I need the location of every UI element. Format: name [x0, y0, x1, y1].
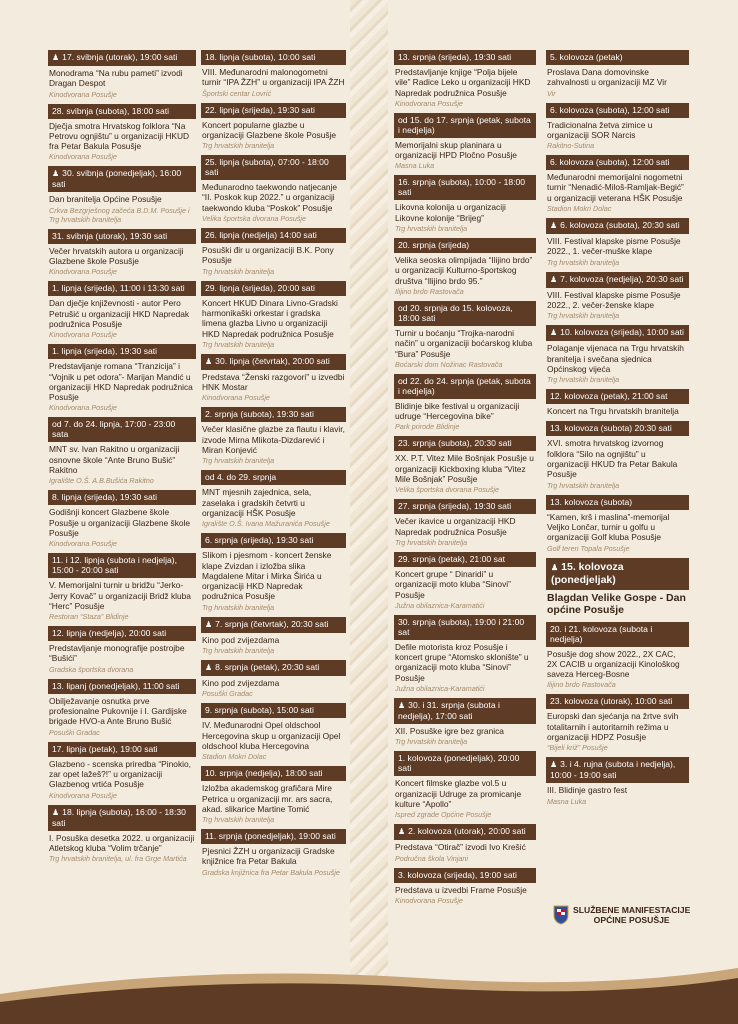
event-location: Trg hrvatskih branitelja [202, 602, 275, 612]
event-title: Večer hrvatskih autora u organizaciji Glazbene škole Posušje [49, 245, 184, 267]
event-date [201, 470, 346, 485]
event-item [394, 552, 536, 610]
event-item [201, 50, 346, 98]
event-date [201, 228, 346, 243]
event-title: Proslava Dana domovinske zahvalnosti u organizaciji MZ Vir [547, 67, 667, 88]
event-date-text: 3. i 4. rujna (subota i nedjelja), 10:00 - 19:00 sati [550, 759, 676, 781]
event-date-text: od 15. do 17. srpnja (petak, subota i nedjelja) [398, 114, 531, 135]
event-date-text: 8. srpnja (petak), 20:30 sati [215, 662, 320, 673]
event-item [201, 228, 346, 276]
event-date [394, 552, 536, 567]
event-date-text: 23. kolovoza (utorak), 10:00 sati [550, 696, 673, 707]
pin-icon: ♟ [550, 274, 558, 284]
pin-icon: ♟ [52, 53, 60, 62]
event-date [394, 824, 536, 840]
event-date [546, 325, 689, 341]
event-title: Likovna kolonija u organizaciji Likovne kolonije “Brijeg” [395, 202, 506, 223]
event-date-text: 13. kolovoza (subota) [550, 496, 633, 507]
pin-icon: ♟ [205, 356, 213, 366]
pin-icon: ♟ [398, 827, 406, 837]
pin-icon: ♟ [52, 807, 60, 817]
event-date-text: 6. kolovoza (subota), 12:00 sati [550, 104, 670, 115]
event-location: Trg hrvatskih branitelja [202, 339, 275, 349]
event-title: VIII. Festival klapske pisme Posušje 2022., 1. večer-muške klape [547, 236, 681, 257]
event-date [546, 389, 689, 404]
event-item [546, 421, 689, 489]
event-title: Memorijalni skup planinara u organizaciji HPD Pločno Posušje [395, 139, 517, 161]
event-item [201, 470, 346, 528]
footer-wave [0, 964, 738, 1024]
event-item [48, 344, 196, 412]
event-location: Golf teren Topala Posušje [547, 543, 630, 553]
pin-icon: ♟ [551, 562, 559, 572]
event-date-text: 1. lipnja (srijeda), 11:00 i 13:30 sati [52, 283, 185, 294]
event-date [546, 622, 689, 647]
event-title: Pjesnici ŽZH u organizaciji Gradske knjižnice fra Petar Bakula [202, 846, 335, 867]
event-location: Restoran “Staza” Blidinje [49, 612, 129, 622]
event-date [48, 490, 196, 505]
event-date-text: 7. srpnja (četvrtak), 20:30 sati [215, 618, 329, 629]
event-item [201, 660, 346, 698]
event-date [546, 694, 689, 709]
event-item [48, 417, 196, 485]
event-title: Europski dan sjećanja na žrtve svih totalitarnih i autoritarnih režima u organizaciji HDPZ Posušje [547, 711, 679, 743]
event-date-text: 23. srpnja (subota), 20:30 sati [398, 438, 512, 449]
event-item [201, 829, 346, 877]
event-date [201, 155, 346, 180]
event-item [48, 281, 196, 339]
event-date-text: 13. lipanj (ponedjeljak), 11:00 sati [52, 680, 180, 691]
event-date [48, 166, 196, 192]
event-location: Trg hrvatskih branitelja [395, 224, 468, 234]
event-location: Posuški Gradac [202, 689, 253, 699]
event-item [201, 766, 346, 824]
event-date-text: 1. lipnja (srijeda), 19:30 sati [52, 346, 158, 357]
event-title: III. Blidinje gastro fest [547, 785, 628, 796]
event-date-text: 6. kolovoza (subota), 20:30 sati [560, 220, 680, 231]
event-date-text: 17. svibnja (utorak), 19:00 sati [62, 52, 178, 62]
event-location: Područna škola Vinjani [395, 853, 468, 863]
event-title: XII. Posuške igre bez granica [395, 726, 504, 737]
event-date-text: 15. kolovoza (ponedjeljak) [551, 560, 624, 586]
event-title: XX. P.T. Vitez Mile Bošnjak Posušje u organizaciji Kickboxing kluba “Vitez Mile Bošnjak” Posušje [395, 453, 534, 485]
column-3 [394, 50, 536, 910]
event-location: Kinodvorana Posušje [49, 539, 117, 549]
event-item [394, 238, 536, 296]
event-item [394, 113, 536, 171]
event-title: VIII. Međunarodni malonogometni turnir “IPA ŽZH” u organizaciji IPA ŽZH [202, 67, 345, 88]
event-title: Kino pod zvijezdama [202, 678, 280, 689]
event-title: Turnir u boćanju “Trojka-narodni način” u organizaciji boćarskog kluba “Bura” Posušje [395, 327, 533, 359]
event-date [48, 281, 196, 296]
event-title: Izložba akademskog grafičara Mire Petrica u organizaciji mr. ars sacra, akad. slikarice Martine Tomić [202, 783, 333, 814]
event-item [546, 757, 689, 805]
event-date-text: 29. srpnja (petak), 21:00 sat [398, 553, 506, 564]
event-title: MNT mjesnih zajednica, sela, zaselaka i gradskih četvrti u organizaciji HŠK Posušje [202, 487, 312, 518]
event-location: Trg hrvatskih branitelja, ul. fra Grge Martića [49, 854, 187, 864]
event-date-text: 22. lipnja (srijeda), 19:30 sati [205, 104, 315, 115]
event-item [394, 499, 536, 547]
event-date [48, 50, 196, 66]
event-location: Ilijino brdo Rastovača [395, 286, 464, 296]
event-location: Gradska športska dvorana [49, 664, 134, 674]
event-date [394, 499, 536, 514]
event-date [201, 103, 346, 118]
event-title: Defile motorista kroz Posušje i koncert grupe “Atomsko sklonište” u organizaciji moto kluba “Sinovi” Posušje [395, 641, 529, 683]
event-location: Trg hrvatskih branitelja [547, 375, 620, 385]
event-date [394, 301, 536, 326]
event-location: Trg hrvatskih branitelja [547, 480, 620, 490]
event-location: Igralište O.Š. A.B.Bušića Rakitno [49, 476, 154, 486]
event-location: Trg hrvatskih branitelja [395, 737, 468, 747]
event-date-text: 5. kolovoza (petak) [550, 52, 623, 62]
event-date [201, 766, 346, 781]
event-item [394, 751, 536, 819]
pin-icon: ♟ [550, 760, 558, 770]
event-title: Koncert filmske glazbe vol.5 u organizaciji Udruge za promicanje kulture “Apollo” [395, 778, 522, 809]
event-date-text: 9. srpnja (subota), 15:00 sati [205, 705, 314, 716]
event-location: “Bijeli križ” Posušje [547, 743, 608, 753]
event-title: Velika seoska olimpijada “Ilijino brdo” u organizaciji Kulturno-športskog društva “Ilijino brdo 95.” [395, 255, 533, 286]
event-date-text: 13. kolovoza (subota) 20:30 sati [550, 423, 672, 434]
event-date [48, 679, 196, 694]
event-date [394, 113, 536, 138]
event-date-text: od 4. do 29. srpnja [205, 472, 277, 483]
event-item [48, 742, 196, 800]
event-location: Stadion Mokri Dolac [202, 752, 267, 762]
event-item [394, 868, 536, 905]
event-item [48, 626, 196, 674]
event-location: Velika športska dvorana Posušje [202, 214, 307, 224]
event-date-text: 16. srpnja (subota), 10:00 - 18:00 sati [398, 177, 526, 198]
event-date [394, 436, 536, 451]
event-date [48, 805, 196, 831]
event-date [48, 104, 196, 119]
column-4 [546, 50, 689, 811]
event-title: Predstava u izvedbi Frame Posušje [395, 884, 527, 895]
event-location: Trg hrvatskih branitelja [202, 266, 275, 276]
pin-icon: ♟ [52, 169, 60, 179]
event-item [201, 407, 346, 465]
event-item [201, 281, 346, 349]
event-date [546, 218, 689, 234]
event-date [546, 103, 689, 118]
event-location: Gradska knjižnica fra Petar Bakula Posušje [202, 867, 340, 877]
event-title: Predstava “Ženski razgovori” u izvedbi HNK Mostar [202, 371, 345, 393]
column-2 [201, 50, 346, 882]
event-date-text: od 22. do 24. srpnja (petak, subota i nedjelja) [398, 375, 531, 396]
event-item [48, 679, 196, 737]
event-date-text: 11. i 12. lipnja (subota i nedjelja), 15:00 - 20:00 sati [52, 555, 178, 576]
event-date [48, 344, 196, 359]
event-item [201, 155, 346, 223]
event-date-text: od 20. srpnja do 15. kolovoza, 18:00 sati [398, 302, 513, 323]
event-date [546, 495, 689, 510]
logo-line-1: SLUŽBENE MANIFESTACIJE [573, 905, 691, 915]
event-item [48, 490, 196, 548]
event-date [201, 354, 346, 370]
event-item [394, 374, 536, 432]
event-date-text: 18. lipnja (subota), 16:00 - 18:30 sati [52, 806, 186, 828]
event-item [546, 155, 689, 213]
event-item [546, 389, 689, 416]
event-title: IV. Međunarodni Opel oldschool Hercegovina skup u organizaciji Opel oldschool kluba Hercegovina [202, 720, 341, 751]
event-item [201, 354, 346, 403]
event-title: Posušje dog show 2022., 2X CAC, 2X CACIB u organizaciji Kinološkog saveza Herceg-Bosne [547, 648, 680, 680]
event-date [48, 229, 196, 244]
event-location: Trg hrvatskih branitelja [395, 537, 468, 547]
event-date-text: 30. srpnja (subota), 19:00 i 21:00 sat [398, 616, 525, 637]
event-item [546, 103, 689, 151]
event-title: Koncert popularne glazbe u organizaciji Glazbene škole Posušje [202, 119, 337, 140]
event-title: VIII. Festival klapske pisme Posušje 2022., 2. večer-ženske klape [547, 289, 681, 310]
event-title: Dan dječje književnosti - autor Pero Petrušić u organizaciji HKD Napredak podružnica Posušje [49, 298, 190, 329]
event-date [394, 751, 536, 776]
event-location: Trg hrvatskih branitelja [547, 257, 620, 267]
event-title: V. Memorijalni turnir u bridžu “Jerko-Jerry Kovač” u organizaciji Bridž kluba “Herc” Posušje [49, 580, 191, 611]
event-location: Kinodvorana Posušje [395, 98, 463, 108]
event-location: Kinodvorana Posušje [49, 152, 117, 162]
event-location: Trg hrvatskih branitelja [547, 311, 620, 321]
event-location: Južna obilaznica-Karamatići [395, 600, 485, 610]
event-title: Dan branitelja Općine Posušje [49, 194, 162, 205]
event-date [48, 742, 196, 757]
event-date-text: 28. svibnja (subota), 18:00 sati [52, 105, 170, 116]
event-date-text: 2. srpnja (subota), 19:30 sati [205, 409, 314, 420]
event-location: Posuški Gradac [49, 727, 100, 737]
event-item [546, 325, 689, 384]
event-date [201, 829, 346, 844]
event-title: Koncert HKUD Dinara Livno-Gradski harmonikaški orkestar i gradska limena glazba Livno u organizaciji HKD Napredak podružnica Posušje [202, 297, 338, 339]
event-location: Trg hrvatskih branitelja [202, 646, 275, 656]
event-item [394, 698, 536, 746]
event-title: Polaganje vijenaca na Trgu hrvatskih branitelja i svečana sjednica Općinskog vijeća [547, 343, 684, 374]
event-date-text: 6. kolovoza (subota), 12:00 sati [550, 157, 670, 168]
event-title: Koncert grupe “ Dinaridi” u organizaciji moto kluba “Sinovi” Posušje [395, 568, 511, 600]
event-date [201, 660, 346, 676]
pin-icon: ♟ [205, 619, 213, 629]
event-date-text: 8. lipnja (srijeda), 19:30 sati [52, 492, 158, 503]
event-location: Rakitno-Sutina [547, 141, 595, 151]
pin-icon: ♟ [205, 663, 213, 673]
event-item [546, 622, 689, 690]
event-location: Kinodvorana Posušje [202, 393, 270, 403]
event-date-text: 12. kolovoza (petak), 21:00 sat [550, 391, 668, 402]
event-item [546, 218, 689, 267]
event-location: Južna obilaznica-Karamatići [395, 684, 485, 694]
event-location: Kinodvorana Posušje [49, 267, 117, 277]
event-item [394, 301, 536, 369]
event-item [394, 824, 536, 862]
event-date-text: 25. lipnja (subota), 07:00 - 18:00 sati [205, 157, 329, 178]
event-title: Dječja smotra Hrvatskog folklora “Na Petrovu ognjištu” u organizaciji HKUD fra Petar Bakula Posušje [49, 120, 190, 152]
event-date [546, 421, 689, 436]
event-date [546, 272, 689, 288]
event-date [394, 374, 536, 399]
event-title: Kino pod zvijezdama [202, 634, 280, 645]
event-location: Kinodvorana Posušje [49, 330, 117, 340]
event-location: Igralište O.Š. Ivana Mažuranića Posušje [202, 519, 330, 529]
event-location: Trg hrvatskih branitelja [202, 815, 275, 825]
event-date-text: 26. lipnja (nedjelja) 14:00 sati [205, 230, 317, 241]
event-item [201, 617, 346, 655]
event-date [48, 417, 196, 442]
event-location: Kinodvorana Posušje [49, 790, 117, 800]
event-title: Međunarodni memorijalni nogometni turnir “Nenadić-Miloš-Ramljak-Begić” u organizaciji veterana HŠK Posušje [547, 172, 684, 203]
event-title: Predstava “Otirač” izvodi Ivo Krešić [395, 842, 526, 853]
event-title: Obilježavanje osnutka prve profesionalne Pukovnije i I. Gardijske brigade HVO-a Ante Bruno Bušić [49, 695, 187, 727]
event-date [48, 553, 196, 578]
event-date [546, 757, 689, 783]
event-location: Kinodvorana Posušje [395, 895, 463, 905]
column-1 [48, 50, 196, 868]
event-location: Masna Luka [395, 161, 435, 171]
event-date [546, 558, 689, 590]
event-item [201, 533, 346, 611]
event-date-text: 20. i 21. kolovoza (subota i nedjelja) [550, 623, 653, 644]
event-item [201, 703, 346, 761]
event-title: I. Posuška desetka 2022. u organizaciji Atletskog kluba “Volim trčanje” [49, 832, 195, 853]
event-date [48, 626, 196, 641]
event-date-text: 27. srpnja (srijeda), 19:30 sati [398, 501, 512, 512]
event-date [546, 155, 689, 170]
coat-of-arms-icon [553, 905, 569, 925]
event-item [48, 805, 196, 864]
event-title: Koncert na Trgu hrvatskih branitelja [547, 406, 679, 417]
event-location: Trg hrvatskih branitelja [202, 456, 275, 466]
pin-icon: ♟ [550, 328, 558, 338]
event-date-text: 13. srpnja (srijeda), 19:30 sati [398, 52, 512, 62]
event-title: Godišnji koncert Glazbene škole Posušje u organizaciji Glazbene škole Posušje [49, 507, 191, 538]
event-location: Boćarski dom Nožinac Rastovača [395, 359, 503, 369]
event-date-text: 11. srpnja (ponedjeljak), 19:00 sati [205, 831, 336, 842]
event-date [394, 175, 536, 200]
event-date-text: 31. svibnja (utorak), 19:30 sati [52, 230, 168, 241]
event-date-text: 17. lipnja (petak), 19:00 sati [52, 743, 158, 754]
event-location: Velika športska dvorana Posušje [395, 485, 500, 495]
event-location: Ilijino brdo Rastovača [547, 680, 616, 690]
event-date-text: 29. lipnja (srijeda), 20:00 sati [205, 282, 315, 293]
event-title: Posuški đir u organizaciji B.K. Pony Posušje [202, 245, 334, 266]
event-date [201, 703, 346, 718]
event-item [546, 50, 689, 98]
event-title: Blidinje bike festival u organizaciji udruge “Hercegovina bike” [395, 400, 520, 422]
event-title: Glazbeno - scenska priredba “Pinokio, zar opet lažeš?!” u organizaciji Glazbenog vrtića Posušje [49, 758, 191, 790]
event-item [394, 175, 536, 233]
event-title: Tradicionalna žetva zimice u organizaciji SOR Narcis [547, 119, 653, 140]
event-date-text: 30. lipnja (četvrtak), 20:00 sati [215, 355, 330, 366]
event-title: Slikom i pjesmom - koncert ženske klape Zvizdan i izložba slika Magdalene Mitar i Mirka Širića u organizaciji HKD Napredak podružnica Posušje [202, 550, 332, 602]
event-item [394, 615, 536, 693]
event-title: XVI. smotra hrvatskog izvornog folklora “Silo na ognjištu” u organizaciji HKUD fra Petar Bakula Posušje [547, 438, 678, 480]
logo-line-2: OPĆINE POSUŠJE [593, 915, 670, 925]
event-date-text: od 7. do 24. lipnja, 17:00 - 23:00 sata [52, 419, 176, 440]
event-date-text: 7. kolovoza (nedjelja), 20:30 sati [560, 273, 684, 284]
event-item [48, 50, 196, 99]
event-title: Blagdan Velike Gospe - Dan općine Posušje [547, 591, 686, 617]
event-date [201, 617, 346, 633]
event-title: MNT sv. Ivan Rakitno u organizaciji osnovne škole “Ante Bruno Bušić” Rakitno [49, 444, 180, 476]
event-location: Crkva Bezgrješnog začeća B.D.M. Posušje i Trg hrvatskih branitelja [49, 205, 190, 224]
event-date-text: 10. kolovoza (srijeda), 10:00 sati [560, 327, 684, 338]
event-date-text: 2. kolovoza (utorak), 20:00 sati [408, 826, 526, 837]
decorative-ribbon [350, 0, 388, 985]
pin-icon: ♟ [550, 221, 558, 231]
event-title: Međunarodno taekwondo natjecanje “II. Poskok kup 2022.” u organizaciji taekwondo kluba “Poskok” Posušje [202, 182, 338, 213]
event-date-text: 18. lipnja (subota), 10:00 sati [205, 52, 316, 62]
event-date [394, 238, 536, 253]
event-date-text: 20. srpnja (srijeda) [398, 240, 470, 251]
event-location: Trg hrvatskih branitelja [202, 141, 275, 151]
event-date-text: 12. lipnja (nedjelja), 20:00 sati [52, 628, 167, 639]
event-date [201, 281, 346, 296]
event-item [48, 104, 196, 162]
event-location: Kinodvorana Posušje [49, 403, 117, 413]
pin-icon: ♟ [398, 701, 406, 711]
event-date [201, 50, 346, 65]
event-date [201, 533, 346, 548]
event-date-text: 6. srpnja (srijeda), 19:30 sati [205, 535, 314, 546]
event-item [546, 495, 689, 553]
event-date [546, 50, 689, 65]
event-item [394, 436, 536, 494]
event-title: Predstavljanje knjige “Polja bijele vile” Radice Leko u organizaciji HKD Napredak podružnica Posušje [395, 67, 531, 98]
event-title: Monodrama “Na rubu pameti” izvodi Dragan Despot [49, 68, 183, 89]
event-date [394, 868, 536, 883]
event-title: Predstavljanje monografije postrojbe “Bušići” [49, 643, 185, 664]
event-item [48, 553, 196, 621]
event-date [201, 407, 346, 422]
event-location: Kinodvorana Posušje [49, 89, 117, 99]
event-date-text: 10. srpnja (nedjelja), 18:00 sati [205, 768, 323, 779]
event-title: Predstavljanje romana “Tranzicija” i “Vojnik u pet odora”- Marijan Mandić u organizaciji HKD Napredak podružnica Posušje [49, 361, 193, 403]
event-location: Masna Luka [547, 796, 587, 806]
event-location: Športski centar Lovrić [202, 88, 272, 98]
event-date [394, 50, 536, 65]
event-date [394, 615, 536, 640]
event-title: Večer klasične glazbe za flautu i klavir, izvode Mirna Mlikota-Dizdarević i Miran Konjević [202, 424, 345, 456]
event-item [201, 103, 346, 151]
event-item [48, 166, 196, 223]
event-location: Stadion Mokri Dolac [547, 204, 612, 214]
event-item [394, 50, 536, 108]
event-item [546, 694, 689, 752]
event-location: Vir [547, 88, 556, 98]
event-title: Večer ikavice u organizaciji HKD Napredak podružnica Posušje [395, 516, 516, 537]
event-date-text: 30. svibnja (ponedjeljak), 16:00 sati [52, 168, 182, 190]
event-location: Ispred zgrade Općine Posušje [395, 810, 492, 820]
event-item [546, 558, 689, 617]
event-item [546, 272, 689, 321]
event-date [394, 698, 536, 724]
event-date-text: 1. kolovoza (ponedjeljak), 20:00 sati [398, 753, 520, 774]
organizer-logo [553, 905, 690, 925]
event-location: Park prirode Blidinje [395, 422, 460, 432]
event-item [48, 229, 196, 277]
event-title: “Kamen, krš i maslina”-memorijal Veljko Lončar, turnir u golfu u organizaciji Golf kluba Posušje [547, 511, 670, 543]
event-date-text: 3. kolovoza (srijeda), 19:00 sati [398, 869, 517, 880]
event-date-text: 30. i 31. srpnja (subota i nedjelja), 17:00 sati [398, 700, 500, 722]
